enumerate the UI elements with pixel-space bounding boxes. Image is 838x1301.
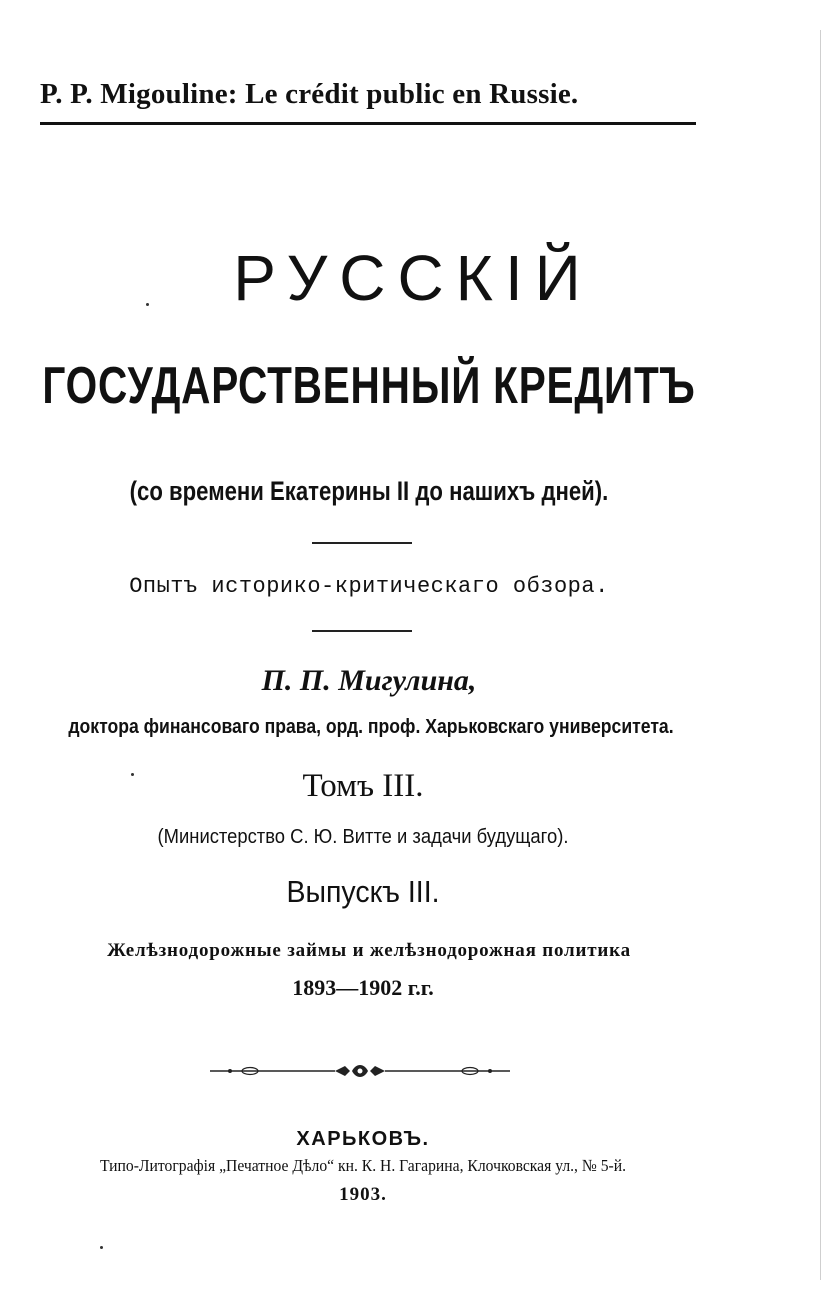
author-name: П. П. Мигулина, [261,664,477,697]
author-credentials: доктора финансоваго права, орд. проф. Харьковскаго университета. [68,716,674,738]
imprint-city: ХАРЬКОВЪ. [296,1128,430,1150]
imprint-year: 1903. [339,1184,387,1205]
separator-rule [312,542,412,544]
page-edge-line [820,30,821,1280]
print-speck [100,1246,103,1249]
volume-label: Томъ III. [302,768,424,804]
issue-label: Выпускъ III. [286,874,440,909]
title-subtitle: (со времени Екатерины II до нашихъ дней). [129,476,609,506]
title-line-1: РУССКІЙ [233,242,593,314]
series-header: P. P. Migouline: Le crédit public en Russie. [40,78,579,110]
ornament-divider-icon [210,1060,510,1082]
issue-topic: Желѣзнодорожные займы и желѣзнодорожная политика [107,940,631,961]
imprint-printer: Типо-Литографія „Печатное Дѣло“ кн. К. Н. Гагарина, Клочковская ул., № 5-й. [99,1156,627,1175]
title-line-2: ГОСУДАРСТВЕННЫЙ КРЕДИТЪ [42,357,696,415]
separator-rule [312,630,412,632]
essay-subtitle: Опытъ историко-критическаго обзора. [129,574,609,599]
header-rule [40,122,696,125]
volume-description: (Министерство С. Ю. Витте и задачи будущаго). [157,826,569,848]
issue-years: 1893—1902 г.г. [292,975,434,1000]
